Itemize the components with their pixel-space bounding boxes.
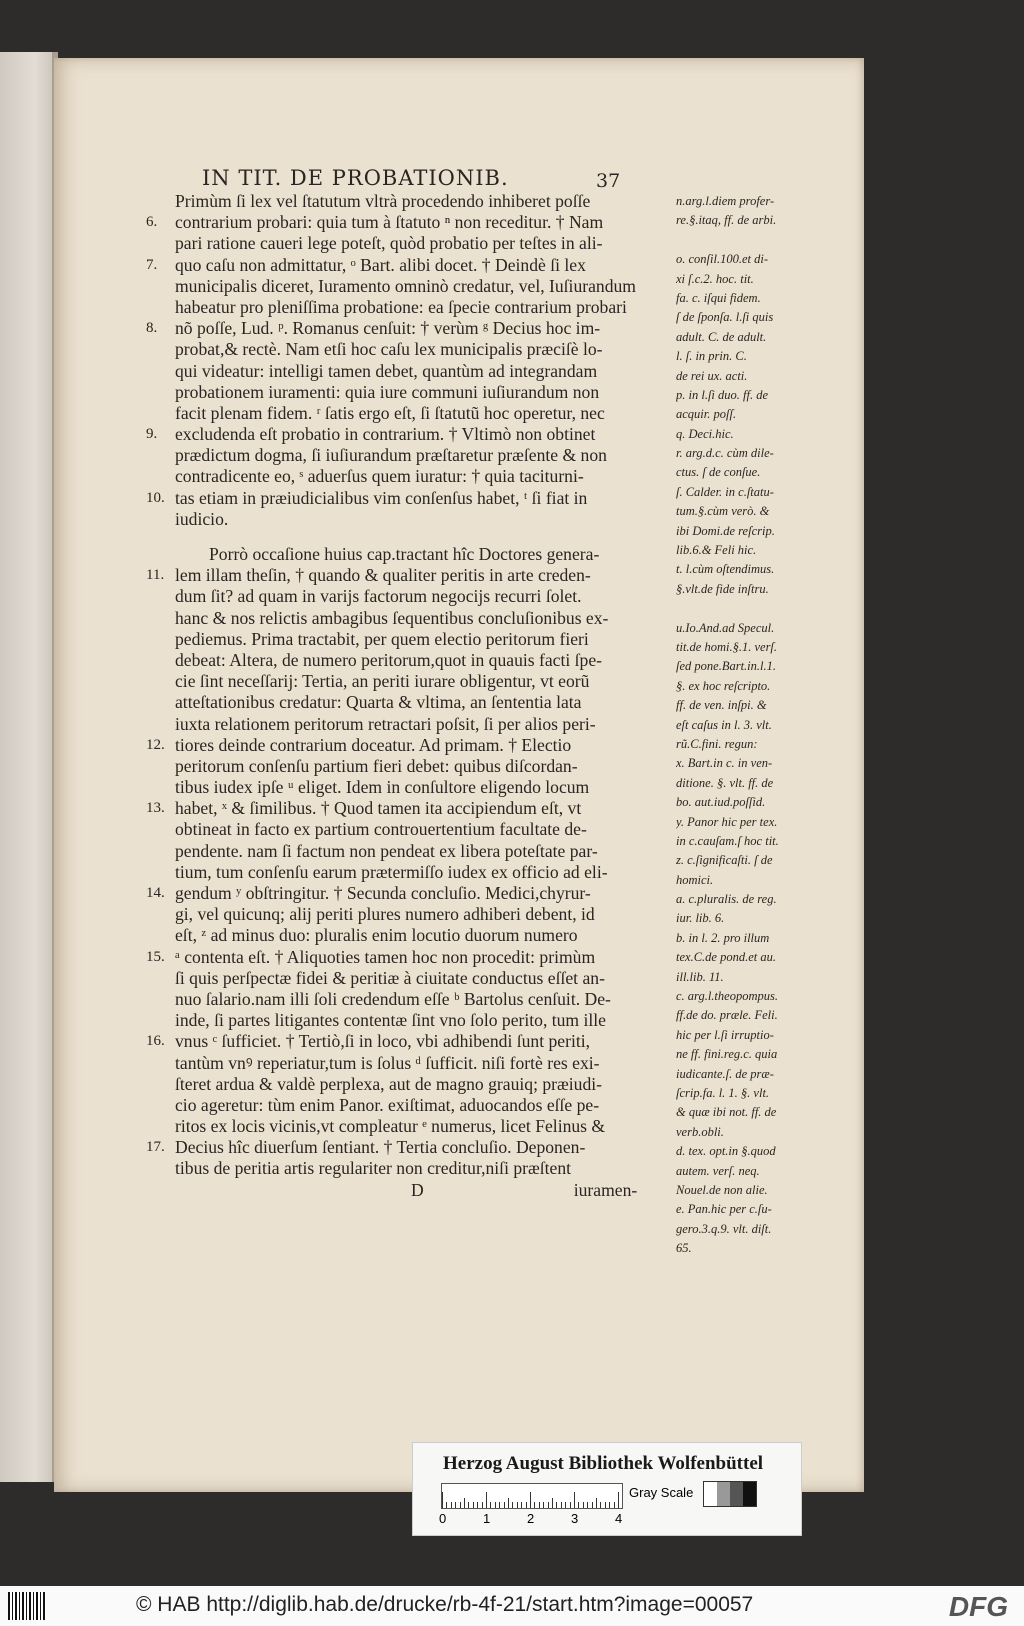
ruler-tick (574, 1492, 575, 1508)
ruler-number: 2 (527, 1511, 535, 1526)
line-text: Porrò occaſione huius cap.tractant hîc Doctores genera- (209, 544, 600, 564)
line-text: vnus ᶜ ſufficiet. † Tertiò,ſi in loco, vbi adhibendi ſunt periti, (175, 1031, 591, 1052)
page-number: 37 (596, 170, 621, 192)
marginal-note-line: ne ff. fini.reg.c. quia (676, 1047, 778, 1062)
text-line (110, 692, 670, 713)
line-text: nuo ſalario.nam illi ſoli credendum eſſe ᵇ Bartolus cenſuit. De- (175, 988, 611, 1009)
marginal-note-line: ff. de ven. inſpi. & (676, 698, 767, 713)
ruler-tick (499, 1502, 500, 1508)
line-text: iuxta relationem peritorum retractari poſsit, ſi per alios peri- (175, 713, 596, 734)
ruler-tick (477, 1502, 478, 1508)
text-line (110, 297, 670, 318)
paragraph-number: 11. (146, 567, 165, 584)
library-color-card (412, 1442, 802, 1536)
text-line (110, 276, 670, 297)
line-text: cie ſint neceſſarij: Tertia, an periti iurare obligentur, vt eorũ (175, 671, 590, 692)
text-line (110, 989, 670, 1010)
text-line (110, 445, 670, 466)
paragraph-number: 15. (146, 948, 165, 965)
gray-scale-label: Gray Scale (629, 1485, 694, 1500)
source-url[interactable]: © HAB http://diglib.hab.de/drucke/rb-4f-21/start.htm?image=00057 (136, 1593, 754, 1616)
text-line (110, 925, 670, 946)
text-line (110, 403, 670, 424)
line-text: inde, ſi partes litigantes contentæ ſint vno ſolo perito, tum ille (175, 1010, 606, 1031)
text-line (110, 1095, 670, 1116)
line-text: prædictum dogma, ſi iuſiurandum præſtaretur præſente & non (175, 445, 607, 466)
line-text: municipalis diceret, Iuramento omninò credatur, vel, Iuſiurandum (175, 275, 636, 296)
ruler-tick (605, 1502, 606, 1508)
text-line (110, 608, 670, 629)
ruler-number: 3 (571, 1511, 579, 1526)
barcode-icon (8, 1592, 46, 1620)
line-text: obtineat in facto ex partium controuertentium facultate de- (175, 819, 587, 840)
ruler-tick (495, 1502, 496, 1508)
line-text: peritorum conſenſu partium fieri debet: quibus diſcordan- (175, 755, 578, 776)
text-line (110, 1074, 670, 1095)
ruler-tick (592, 1502, 593, 1508)
ruler-tick (526, 1502, 527, 1508)
marginal-note-line: hic per l.ſi irruptio- (676, 1027, 774, 1042)
ruler-tick (508, 1498, 509, 1508)
marginal-note-line: b. in l. 2. pro illum (676, 930, 770, 945)
paragraph-number: 12. (146, 736, 165, 753)
ruler-tick (464, 1498, 465, 1508)
ruler-tick (521, 1502, 522, 1508)
ruler-tick (468, 1502, 469, 1508)
marginal-note-line: y. Panor hic per tex. (676, 814, 778, 829)
line-text: tas etiam in præiudicialibus vim conſenſus habet, ᵗ ſi fiat in (175, 487, 588, 508)
text-line (110, 530, 670, 544)
paragraph-number: 6. (146, 214, 158, 231)
text-line (110, 509, 670, 530)
line-text: gendum ʸ obſtringitur. † Secunda concluſio. Medici,chyrur- (175, 883, 591, 903)
marginal-note-line: p. in l.ſi duo. ff. de (676, 387, 769, 402)
line-text: debeat: Altera, de numero peritorum,quot in quauis facti ſpe- (175, 649, 603, 670)
line-text: pari ratione caueri lege poteſt, quòd probatio per teſtes in ali- (175, 233, 603, 254)
text-line (110, 382, 670, 403)
line-text: gi, vel quicunq; alij periti plures numero adhiberi debent, id (175, 904, 595, 925)
text-line (110, 1137, 670, 1158)
marginal-note-line: xi ſ.c.2. hoc. tit. (676, 271, 754, 286)
text-line (110, 735, 670, 756)
text-line (110, 318, 670, 339)
text-line (110, 466, 670, 487)
marginal-note-line: r. arg.d.c. cùm dile- (676, 446, 774, 461)
signature-line (110, 1180, 670, 1201)
ruler-tick (561, 1502, 562, 1508)
ruler-tick (504, 1502, 505, 1508)
paragraph-number: 8. (146, 320, 158, 337)
line-text: tibus de peritia artis regulariter non creditur,niſi præſtent (175, 1158, 572, 1179)
ruler-number: 0 (439, 1511, 447, 1526)
paragraph-number: 13. (146, 800, 165, 817)
line-text: eſt, ᶻ ad minus duo: pluralis enim locutio duorum numero (175, 925, 578, 946)
marginal-note-line: ctus. ſ de conſue. (676, 465, 761, 480)
text-line (110, 883, 670, 904)
ruler-tick (446, 1502, 447, 1508)
line-text: nõ poſſe, Lud. ᵖ. Romanus cenſuit: † verùm ᵍ Decius hoc im- (175, 318, 601, 339)
marginal-note-line: c. arg.l.theopompus. (676, 989, 778, 1004)
line-text: tium, tum conſenſu earum prætermiſſo iudex ex officio ad eli- (175, 861, 608, 882)
marginal-note-line: iur. lib. 6. (676, 911, 725, 926)
library-name: Herzog August Bibliothek Wolfenbüttel (443, 1453, 764, 1474)
line-text: cio ageretur: tùm enim Panor. exiſtimat, aduocandos eſſe pe- (175, 1094, 600, 1115)
text-line (110, 629, 670, 650)
dfg-logo: DFG (948, 1591, 1008, 1622)
marginal-note-line: l. ſ. in prin. C. (676, 349, 747, 364)
ruler-tick (552, 1498, 553, 1508)
marginal-note-line: homici. (676, 872, 714, 887)
text-line (110, 798, 670, 819)
text-line (110, 650, 670, 671)
marginal-note-line: §.vlt.de fide inſtru. (676, 581, 769, 596)
text-line (110, 1053, 670, 1074)
text-line (110, 212, 670, 233)
line-text: pendente. nam ſi factum non pendeat ex libera poteſtate par- (175, 840, 598, 861)
line-text: facit plenam fidem. ʳ ſatis ergo eſt, ſi ſtatutũ hoc operetur, nec (175, 402, 605, 423)
marginal-note-line: d. tex. opt.in §.quod (676, 1144, 776, 1159)
marginal-note-line: ſed pone.Bart.in.l.1. (676, 659, 776, 674)
marginal-notes-column (676, 192, 808, 1258)
marginal-note-line: & quæ ibi not. ff. de (676, 1105, 777, 1120)
ruler-tick (565, 1502, 566, 1508)
ruler-tick (539, 1502, 540, 1508)
gray-scale-swatch (703, 1481, 757, 1507)
catchword: iuramen- (573, 1179, 638, 1200)
line-text: ſteret ardua & valdè perplexa, aut de magno grauiq; præiudi- (175, 1073, 602, 1094)
line-text: quo caſu non admittatur, ᵒ Bart. alibi docet. † Deindè ſi lex (175, 254, 586, 275)
marginal-note-line: eſt caſus in l. 3. vlt. (676, 717, 772, 732)
ruler-scale (441, 1483, 623, 1509)
line-text: iudicio. (175, 508, 229, 529)
marginal-note-line: tex.C.de pond.et au. (676, 950, 776, 965)
ruler-tick (512, 1502, 513, 1508)
line-text: contrarium probari: quia tum à ſtatuto ⁿ non receditur. † Nam (175, 212, 604, 233)
text-line (110, 671, 670, 692)
ruler-tick (543, 1502, 544, 1508)
line-text: qui videatur: intelligi tamen debet, quantùm ad integrandam (175, 360, 598, 381)
marginal-note-line: ditione. §. vlt. ff. de (676, 775, 774, 790)
ruler-tick (517, 1502, 518, 1508)
ruler-tick (442, 1492, 443, 1508)
marginal-note-line: ſ de ſponſa. l.ſi quis (676, 310, 774, 325)
text-line (110, 255, 670, 276)
text-line (110, 424, 670, 445)
marginal-note-line: adult. C. de adult. (676, 329, 767, 344)
line-text: atteſtationibus credatur: Quarta & vltima, an ſententia lata (175, 692, 582, 713)
line-text: lem illam theſin, † quando & qualiter peritis in arte creden- (175, 565, 591, 586)
line-text: ᵃ contenta eſt. † Aliquoties tamen hoc non procedit: primùm (175, 946, 596, 967)
line-text: ritos ex locis vicinis,vt compleatur ᵉ numerus, licet Felinus & (175, 1116, 606, 1137)
marginal-note-line: q. Deci.hic. (676, 426, 734, 441)
line-text: contradicente eo, ˢ aduerſus quem iuratur: † quia taciturni- (175, 466, 584, 487)
text-line (110, 862, 670, 883)
paragraph-number: 7. (146, 256, 158, 273)
ruler-tick (609, 1502, 610, 1508)
marginal-note-line: §. ex hoc reſcripto. (676, 678, 771, 693)
text-line (110, 361, 670, 382)
text-line (110, 841, 670, 862)
text-line (110, 339, 670, 360)
ruler-tick (451, 1502, 452, 1508)
text-line (110, 1010, 670, 1031)
ruler-tick (486, 1492, 487, 1508)
marginal-note-line: n.arg.l.diem profer- (676, 194, 775, 208)
line-text: excludenda eſt probatio in contrarium. † Vltimò non obtinet (175, 424, 596, 445)
text-line (110, 819, 670, 840)
marginal-note-line: ſcrip.fa. l. 1. §. vlt. (676, 1085, 770, 1100)
text-line (110, 544, 670, 565)
paragraph-number: 9. (146, 426, 158, 443)
marginal-note-line: re.§.itaq, ff. de arbi. (676, 213, 777, 228)
text-line (110, 1031, 670, 1052)
ruler-tick (548, 1502, 549, 1508)
paragraph-number: 17. (146, 1139, 165, 1156)
marginal-note-line: bo. aut.iud.poſſid. (676, 795, 766, 810)
line-text: hanc & nos relictis ambagibus ſequentibus concluſionibus ex- (175, 607, 609, 628)
main-text-column (110, 191, 670, 1201)
ruler-tick (482, 1502, 483, 1508)
paragraph-number: 16. (146, 1033, 165, 1050)
ruler-tick (473, 1502, 474, 1508)
marginal-note-line: Nouel.de non alie. (676, 1182, 768, 1197)
signature-mark: D (411, 1179, 424, 1200)
marginal-note-line: tit.de homi.§.1. verſ. (676, 639, 778, 654)
ruler-tick (455, 1502, 456, 1508)
text-line (110, 1158, 670, 1179)
ruler-tick (556, 1502, 557, 1508)
paragraph-number: 10. (146, 489, 165, 506)
book-page (54, 58, 864, 1492)
marginal-note-line: z. c.ſignificaſti. ſ de (676, 853, 773, 868)
marginal-note-line: ibi Domi.de reſcrip. (676, 523, 775, 538)
marginal-note-line: u.Io.And.ad Specul. (676, 620, 775, 635)
ruler-tick (618, 1492, 619, 1508)
line-text: Decius hîc diuerſum ſentiant. † Tertia concluſio. Deponen- (175, 1137, 586, 1158)
marginal-note-line: autem. verſ. neq. (676, 1163, 760, 1178)
ruler-tick (596, 1498, 597, 1508)
text-line (110, 756, 670, 777)
text-line (110, 565, 670, 586)
ruler-tick (490, 1502, 491, 1508)
line-text: tiores deinde contrarium doceatur. Ad primam. † Electio (175, 734, 572, 755)
text-line (110, 777, 670, 798)
text-line (110, 947, 670, 968)
line-text: probat,& rectè. Nam etſi hoc caſu lex municipalis præciſè lo- (175, 339, 603, 360)
marginal-note-line: acquir. poſſ. (676, 407, 737, 422)
line-text: probationem iuramenti: quia iure communi iuſiurandum non (175, 381, 600, 402)
line-text: Primùm ſi lex vel ſtatutum vltrà procedendo inhiberet poſſe (175, 191, 591, 211)
marginal-note-line: o. conſil.100.et di- (676, 252, 768, 267)
text-line (110, 488, 670, 509)
marginal-note-line: a. c.pluralis. de reg. (676, 892, 777, 907)
ruler-tick (570, 1502, 571, 1508)
marginal-note-line: de rei ux. acti. (676, 368, 748, 383)
text-line (110, 968, 670, 989)
marginal-note-line (676, 231, 808, 250)
line-text: ſi quis perſpectæ fidei & peritiæ à ciuitate conductus eſſet an- (175, 967, 605, 988)
ruler-tick (578, 1502, 579, 1508)
marginal-note-line: iudicante.ſ. de præ- (676, 1066, 774, 1081)
paragraph-number: 14. (146, 885, 165, 901)
ruler-tick (583, 1502, 584, 1508)
marginal-note-line: e. Pan.hic per c.ſu- (676, 1202, 772, 1217)
marginal-note-line: 65. (676, 1241, 692, 1256)
line-text: dum ſit? ad quam in varijs factorum negocijs recurri ſolet. (175, 586, 582, 607)
left-page-edge (0, 52, 58, 1482)
marginal-note-line: rũ.C.fini. regun: (676, 736, 758, 751)
marginal-note-line: gero.3.q.9. vlt. diſt. (676, 1221, 772, 1236)
text-line (110, 904, 670, 925)
ruler-tick (614, 1502, 615, 1508)
text-line (110, 191, 670, 212)
line-text: habet, ˣ & ſimilibus. † Quod tamen ita accipiendum eſt, vt (175, 798, 582, 819)
marginal-note-line: ill.lib. 11. (676, 969, 724, 984)
line-text: tantùm vnꝰ reperiatur,tum is ſolus ᵈ ſufficit. niſi fortè res exi- (175, 1052, 600, 1073)
ruler-tick (530, 1492, 531, 1508)
ruler-number: 4 (615, 1511, 623, 1526)
ruler-tick (534, 1502, 535, 1508)
line-text: tibus iudex ipſe ᵘ eliget. Idem in conſultore eligendo locum (175, 777, 590, 798)
marginal-note-line: verb.obli. (676, 1124, 724, 1139)
marginal-note-line: ſ. Calder. in c.ſtatu- (676, 484, 774, 499)
marginal-note-line: x. Bart.in c. in ven- (676, 756, 773, 771)
marginal-note-line (676, 599, 808, 618)
text-line (110, 1116, 670, 1137)
marginal-note-line: ff.de do. præle. Feli. (676, 1008, 778, 1023)
ruler-tick (587, 1502, 588, 1508)
ruler-number: 1 (483, 1511, 491, 1526)
ruler-tick (460, 1502, 461, 1508)
ruler-tick (600, 1502, 601, 1508)
text-line (110, 233, 670, 254)
line-text: pediemus. Prima tractabit, per quem electio peritorum fieri (175, 628, 589, 649)
marginal-note-line: in c.cauſam.ſ hoc tit. (676, 833, 779, 848)
marginal-note-line: fa. c. iſqui fidem. (676, 290, 761, 305)
text-line (110, 586, 670, 607)
marginal-note-line: t. l.cùm oſtendimus. (676, 562, 775, 577)
marginal-note-line: tum.§.cùm verò. & (676, 504, 770, 519)
running-header: IN TIT. DE PROBATIONIB. (202, 166, 509, 190)
text-line (110, 714, 670, 735)
viewer-footer (0, 1586, 1024, 1626)
marginal-note-line: lib.6.& Feli hic. (676, 543, 757, 558)
line-text: habeatur pro pleniſſima probatione: ea ſpecie contrarium probari (175, 296, 627, 317)
